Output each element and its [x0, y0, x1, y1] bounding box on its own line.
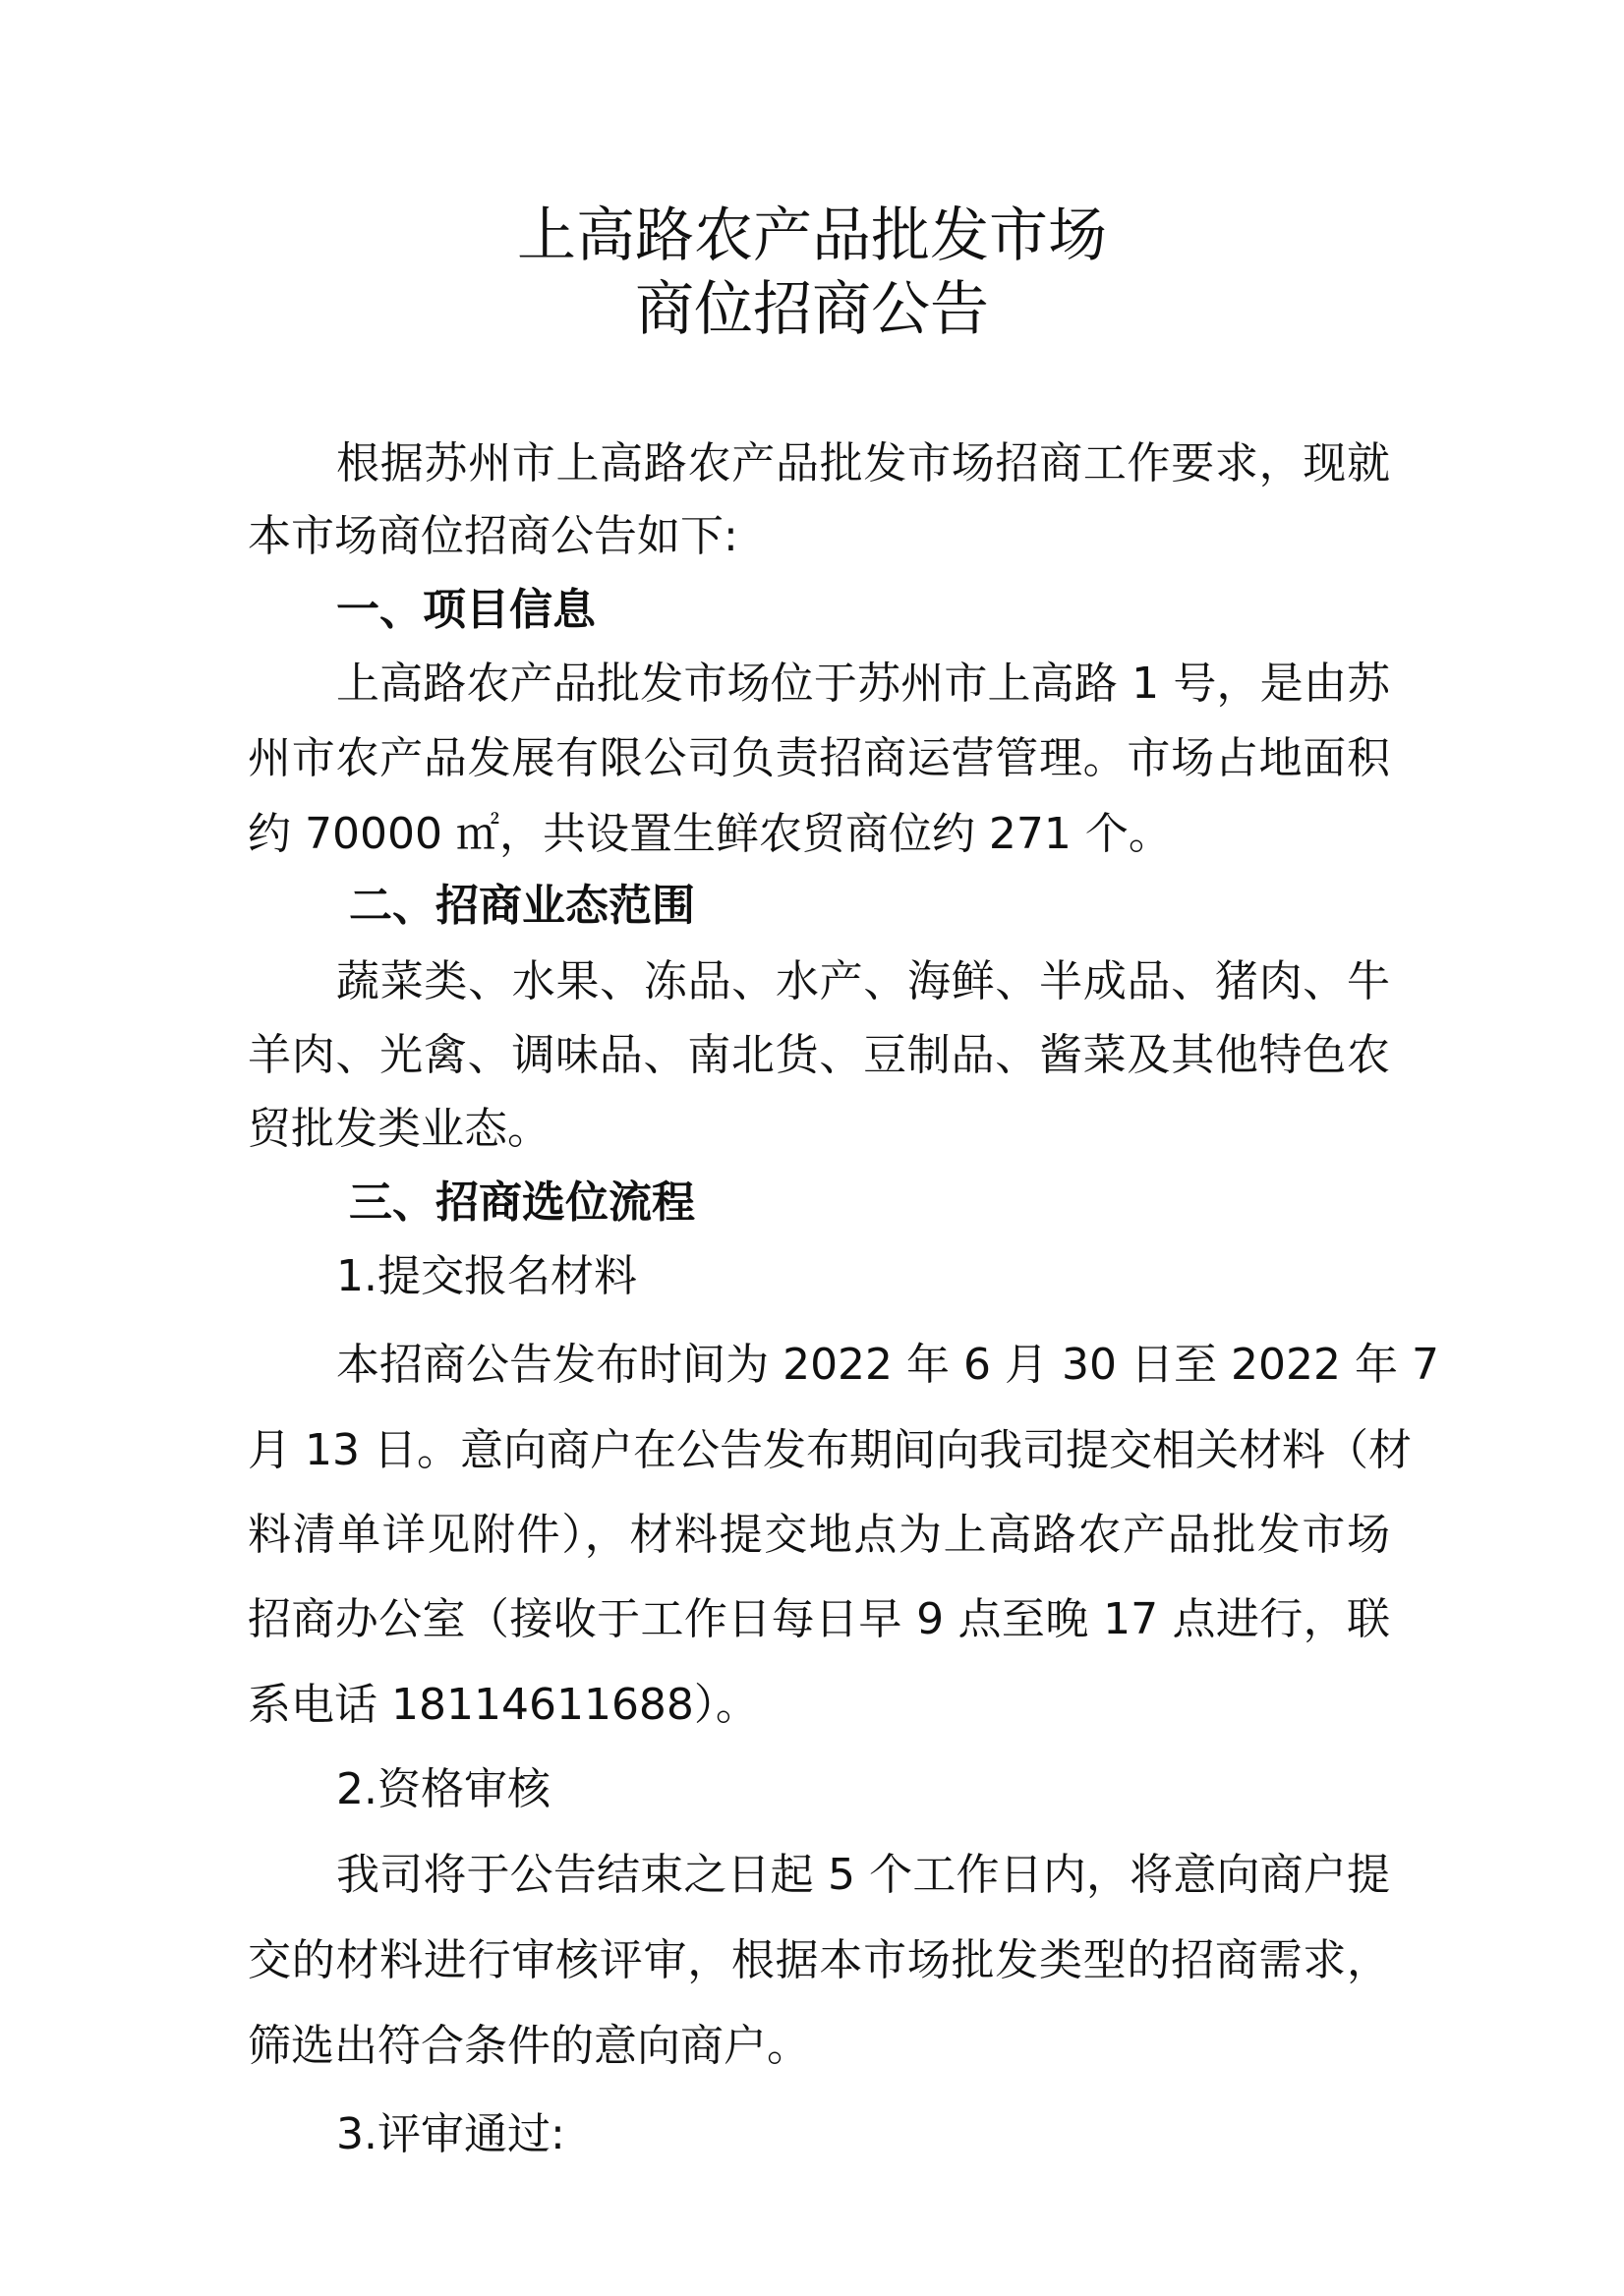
text-line: 2.资格审核: [336, 1764, 551, 1814]
text-line: 根据苏州市上高路农产品批发市场招商工作要求，现就: [336, 438, 1390, 488]
title-line-2: 商位招商公告: [635, 275, 989, 344]
text-line: 羊肉、光禽、调味品、南北货、豆制品、酱菜及其他特色农: [248, 1030, 1390, 1080]
text-line: 筛选出符合条件的意向商户。: [248, 2021, 810, 2071]
text-line: 州市农产品发展有限公司负责招商运营管理。市场占地面积: [248, 733, 1390, 783]
section-heading: 三、招商选位流程: [349, 1177, 695, 1228]
text-line: 贸批发类业态。: [248, 1104, 551, 1154]
text-line: 本招商公告发布时间为 2022 年 6 月 30 日至 2022 年 7: [336, 1340, 1439, 1390]
text-line: 系电话 18114611688）。: [248, 1680, 759, 1730]
text-line: 上高路农产品批发市场位于苏州市上高路 1 号，是由苏: [336, 659, 1390, 709]
text-line: 蔬菜类、水果、冻品、水产、海鲜、半成品、猪肉、牛: [336, 956, 1390, 1006]
text-line: 交的材料进行审核评审，根据本市场批发类型的招商需求，: [248, 1935, 1390, 1985]
text-line: 月 13 日。意向商户在公告发布期间向我司提交相关材料（材: [248, 1425, 1412, 1475]
text-line: 3.评审通过:: [336, 2109, 565, 2159]
section-heading: 二、招商业态范围: [349, 881, 695, 931]
text-line: 1.提交报名材料: [336, 1251, 637, 1301]
section-heading: 一、项目信息: [336, 585, 596, 635]
text-line: 本市场商位招商公告如下:: [248, 511, 738, 561]
text-line: 料清单详见附件），材料提交地点为上高路农产品批发市场: [248, 1510, 1390, 1560]
title-line-1: 上高路农产品批发市场: [517, 201, 1107, 270]
text-line: 我司将于公告结束之日起 5 个工作日内，将意向商户提: [336, 1850, 1390, 1900]
text-line: 约 70000 ㎡，共设置生鲜农贸商位约 271 个。: [248, 809, 1172, 859]
text-line: 招商办公室（接收于工作日每日早 9 点至晚 17 点进行，联: [248, 1594, 1390, 1644]
